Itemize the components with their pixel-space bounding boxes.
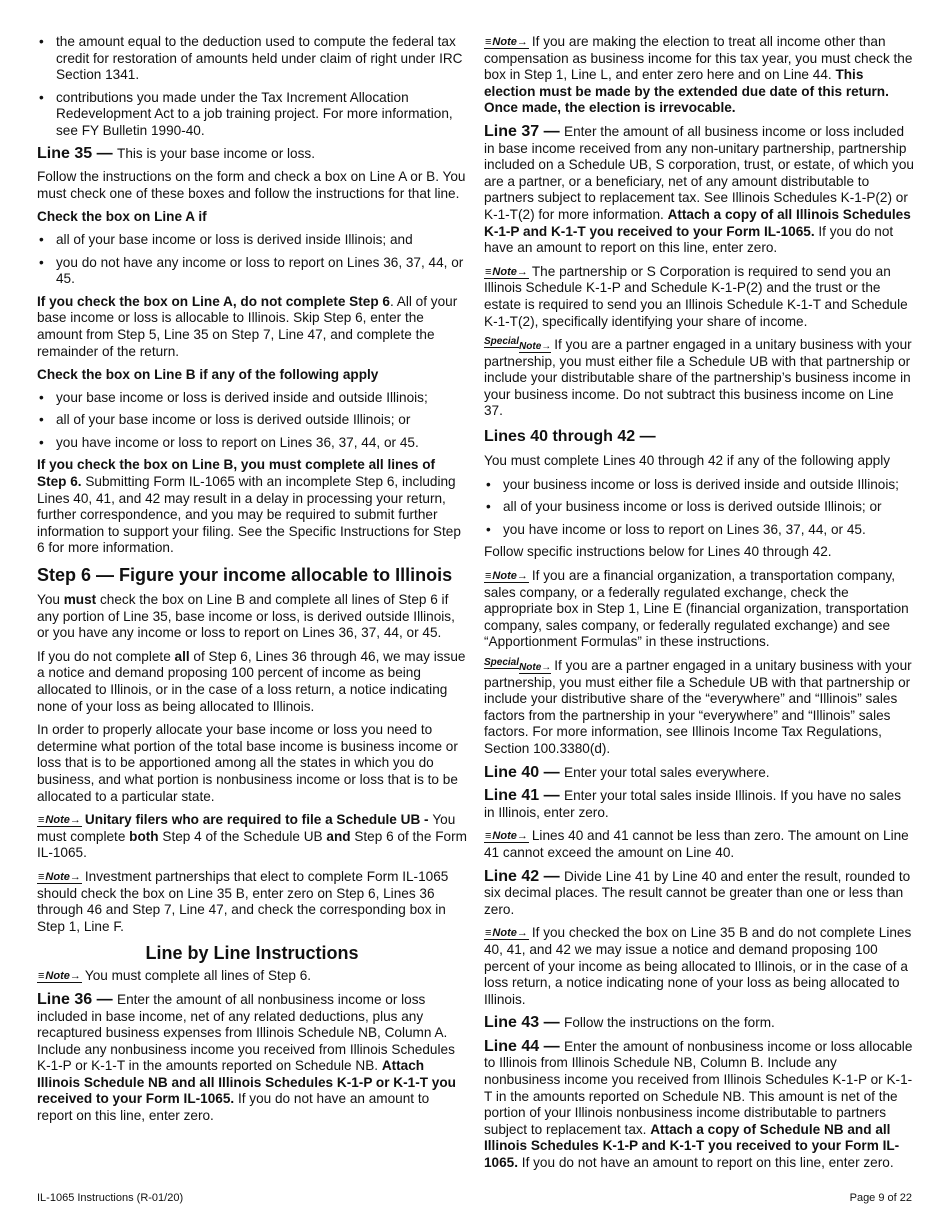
text-run: If you do not have an amount to report on this line, enter zero. [484, 223, 894, 256]
paragraph [484, 1039, 914, 1172]
text-run: In order to properly allocate your base income or loss you need to determine what portion of the total base income is business income or loss that is to be apportioned among all the states in which you do business, and what portion is nonbusiness income or loss that is to be allocated to a particular state. [37, 722, 458, 804]
paragraph [484, 788, 914, 821]
text-run: Line by Line Instructions [145, 943, 359, 964]
text-run: If you are making the election to treat all income other than compensation as business income for this tax year, you must check the box in Step 1, Line L, and enter zero here and on Line 44. [484, 34, 913, 83]
text-run: If you checked the box on Line 35 B and do not complete Lines 40, 41, and 42 we may issue a notice and demand proposing 100 percent of your income as being allocated to Illinois, or in the case of a loss return, a notice indicating none of your loss as being allocated to Illinois. [484, 925, 912, 1007]
text-run: If you do not have an amount to report on this line, enter zero. [37, 1091, 430, 1124]
text-run: Enter your total sales everywhere. [564, 764, 770, 780]
subheading [37, 209, 467, 226]
text-run: Lines 40 and 41 cannot be less than zero. The amount on Line 41 cannot exceed the amount on Line 40. [484, 828, 909, 860]
text-run: contributions you made under the Tax Increment Allocation Redevelopment Act to a job training project. For more information, see FY Bulletin 1990-40. [56, 89, 453, 138]
text-run: all [174, 648, 190, 664]
text-run: You must complete all lines of Step 6. [84, 968, 312, 984]
paragraph [37, 812, 467, 862]
text-run: If you check the box on Line B, you must complete all lines of Step 6. [37, 457, 436, 490]
paragraph [37, 968, 467, 985]
text-run: You must complete Lines 40 through 42 if any of the following apply [484, 453, 891, 469]
text-run: You must complete [37, 812, 456, 844]
text-run: check the box on Line B and complete all lines of Step 6 if any portion of Line 35, base income or loss, is derived outside Illinois, or you have any income or loss to report on Lines 36, 37, 44, or 45. [37, 592, 455, 641]
text-run: You [37, 592, 64, 608]
text-run: Step 6 — Figure your income allocable to Illinois [37, 565, 453, 586]
note-icon: ≡ Note→ [484, 830, 529, 843]
text-run: Enter the amount of nonbusiness income or loss allocable to Illinois from Illinois Schedule NB, Column B. Include any nonbusiness income you received from Illinois Schedules K-1-P or K-1-T in the amounts reported on Schedule NB. This amount is net of the portion of your Illinois nonbusiness income distributable to partners subject to replacement tax. [484, 1038, 913, 1137]
paragraph [37, 146, 467, 163]
section-heading [37, 942, 467, 964]
bullet-item [37, 232, 467, 249]
text-run: Lines 40 through 42 — [484, 428, 656, 446]
text-run: your base income or loss is derived inside and outside Illinois; [56, 389, 428, 405]
right-column [484, 34, 914, 1179]
bullet-item [484, 477, 914, 494]
line-label: Line 43 — [484, 1014, 565, 1032]
text-run: Enter your total sales inside Illinois. If you have no sales in Illinois, enter zero. [484, 788, 902, 820]
paragraph [484, 765, 914, 782]
text-run: If you are a partner engaged in a unitary business with your partnership, you must either file a Schedule UB with that partnership or include your distributive share of the “everywhere” and “Illinois” sales factors from the partnership in your “everywhere” and “Illinois” sales factors. For more information, see Illinois Income Tax Regulations, Section 100.3380(d). [484, 658, 912, 756]
text-run: must [63, 592, 97, 608]
text-run: This election must be made by the extended due date of this return. Once made, the election is irrevocable. [484, 67, 889, 116]
paragraph [484, 34, 914, 117]
paragraph [484, 869, 914, 919]
paragraph [37, 457, 467, 557]
note-icon: ≡ Note→ [484, 570, 529, 583]
text-run: Enter the amount of all nonbusiness income or loss included in base income, net of any related deductions, plus any recaptured business expenses from Illinois Schedule NB, Column A. Include any nonbusiness income you received from Illinois Schedules K-1-P or K-1-T in the amounts reported on Schedule NB. [37, 991, 455, 1074]
text-run: Step 4 of the Schedule UB [158, 828, 327, 844]
paragraph [37, 294, 467, 360]
note-icon: ≡ Note→ [484, 927, 529, 940]
text-run: If you do not have an amount to report on this line, enter zero. [518, 1155, 894, 1171]
note-icon: ≡ Note→ [484, 266, 529, 279]
text-run: Attach Illinois Schedule NB and all Illinois Schedules K-1-P or K-1-T you received to your Form IL-1065. [37, 1058, 456, 1107]
line-label: Line 40 — [484, 763, 565, 781]
note-label: Note→ [519, 341, 552, 353]
note-label: Note→ [519, 662, 552, 673]
left-column [37, 34, 467, 1132]
note-icon: ≡ Note→ [37, 970, 82, 983]
paragraph [484, 568, 914, 651]
text-run: all of your business income or loss is derived outside Illinois; or [503, 499, 882, 515]
subheading [484, 427, 914, 447]
bullet-item [37, 255, 467, 288]
bullet-item [484, 499, 914, 516]
paragraph [37, 722, 467, 805]
text-run: you do not have any income or loss to report on Lines 36, 37, 44, or 45. [56, 254, 464, 287]
text-run: all of your base income or loss is derived inside Illinois; and [56, 231, 413, 247]
text-run: your business income or loss is derived inside and outside Illinois; [503, 476, 899, 492]
line-label: Line 42 — [484, 867, 565, 885]
special-note-icon [484, 336, 552, 353]
text-run: you have income or loss to report on Lines 36, 37, 44, or 45. [503, 521, 866, 537]
paragraph [484, 828, 914, 861]
line-label: Line 41 — [484, 787, 565, 805]
special-label: Special [484, 657, 520, 668]
text-run: Follow the instructions on the form. [564, 1015, 775, 1031]
text-run: and [326, 828, 351, 844]
bullet-item [37, 90, 467, 140]
subheading [37, 367, 467, 384]
note-icon: ≡ Note→ [37, 814, 82, 827]
section-heading [37, 564, 467, 586]
paragraph [484, 658, 914, 758]
text-run: This is your base income or loss. [117, 145, 315, 161]
footer-form-id: IL-1065 Instructions (R-01/20) [37, 1192, 184, 1204]
text-run: Divide Line 41 by Line 40 and enter the result, rounded to six decimal places. The result cannot be greater than one or less than zero. [484, 868, 911, 917]
text-run: Step 6 of the Form IL-1065. [37, 828, 467, 861]
paragraph [37, 649, 467, 715]
paragraph [37, 992, 467, 1125]
text-run: Follow the instructions on the form and check a box on Line A or B. You must check one of these boxes and follow the instructions for that line. [37, 169, 466, 201]
line-label: Line 35 — [37, 144, 118, 162]
text-run: Attach a copy of Schedule NB and all Illinois Schedules K-1-P and K-1-T you received to your Form IL-1065. [484, 1121, 900, 1171]
paragraph [37, 592, 467, 642]
line-label: Line 36 — [37, 990, 118, 1008]
paragraph [484, 337, 914, 420]
text-run: Check the box on Line A if [37, 209, 207, 225]
paragraph [484, 544, 914, 561]
paragraph [484, 1015, 914, 1032]
line-label: Line 37 — [484, 122, 565, 140]
paragraph [37, 869, 467, 935]
text-run: Attach a copy of all Illinois Schedules K-1-P and K-1-T you received to your Form IL-1065. [484, 206, 911, 239]
line-label: Line 44 — [484, 1037, 565, 1055]
special-note-icon [484, 657, 552, 673]
bullet-item [484, 522, 914, 539]
special-label: Special [484, 336, 520, 348]
text-run: both [129, 828, 159, 844]
text-run: all of your base income or loss is derived outside Illinois; or [56, 412, 411, 428]
bullet-item [37, 390, 467, 407]
footer-page-number: Page 9 of 22 [849, 1192, 912, 1204]
text-run: . All of your base income or loss is allocable to Illinois. Skip Step 6, enter the amount from Step 5, Line 35 on Step 7, Line 47, and complete the remainder of the return. [37, 293, 458, 359]
paragraph [484, 264, 914, 330]
text-run: If you check the box on Line A, do not complete Step 6 [37, 293, 390, 309]
text-run: you have income or loss to report on Lines 36, 37, 44, or 45. [56, 434, 419, 450]
text-run: If you are a financial organization, a transportation company, sales company, or a federally regulated exchange, check the appropriate box in Step 1, Line E (financial organization, transportation company, sales company, or federally regulated exchange) and see “Apportionment Formulas” in these instructions. [484, 568, 909, 650]
text-run: The partnership or S Corporation is required to send you an Illinois Schedule K-1-P and Schedule K-1-P(2) and the trust or the estate is required to send you an Illinois Schedule K-1-T and Schedule K-1-T(2), specifically identifying your share of income. [484, 263, 908, 329]
paragraph [484, 124, 914, 257]
bullet-item [37, 412, 467, 429]
text-run: of Step 6, Lines 36 through 46, we may issue a notice and demand proposing 100 percent of income as being allocated to Illinois, or in the case of a loss return, a notice indicating none of your loss as being allocated to Illinois. [37, 648, 466, 714]
text-run: Enter the amount of all business income or loss included in base income received from any non-unitary partnership, partnership included on a Schedule UB, S corporation, trust, or estate, of which you are a partner, or a beneficiary, net of any amount distributable to partners subject to replacement tax. See Illinois Schedules K-1-P(2) or K-1-T(2) for more information. [484, 123, 914, 222]
bullet-item [37, 34, 467, 84]
text-run: If you do not complete [37, 648, 175, 664]
paragraph [484, 925, 914, 1008]
text-run: Unitary filers who are required to file a Schedule UB - [84, 812, 433, 828]
text-run: Submitting Form IL-1065 with an incomplete Step 6, including Lines 40, 41, and 42 may result in a delay in processing your return, further correspondence, and you may be required to submit further information to support your filing. See the Specific Instructions for Step 6 for more information. [37, 474, 461, 556]
text-run: Check the box on Line B if any of the following apply [37, 367, 379, 383]
text-run: Follow specific instructions below for Lines 40 through 42. [484, 544, 832, 560]
text-run: If you are a partner engaged in a unitary business with your partnership, you must either file a Schedule UB with that partnership or include your distributable share of the partnership’s business income in your business income. Do not subtract this business income on Line 37. [484, 337, 912, 419]
text-run: the amount equal to the deduction used to compute the federal tax credit for restoration of amounts held under claim of right under IRC Section 1341. [56, 34, 463, 83]
bullet-item [37, 435, 467, 452]
paragraph [484, 453, 914, 470]
note-icon: ≡ Note→ [484, 36, 529, 49]
note-icon: ≡ Note→ [37, 871, 82, 884]
paragraph [37, 169, 467, 202]
text-run: Investment partnerships that elect to complete Form IL-1065 should check the box on Line 35 B, enter zero on Step 6, Lines 36 through 46 and Step 7, Line 47, and check the corresponding box in Step 1, Line F. [37, 868, 449, 934]
